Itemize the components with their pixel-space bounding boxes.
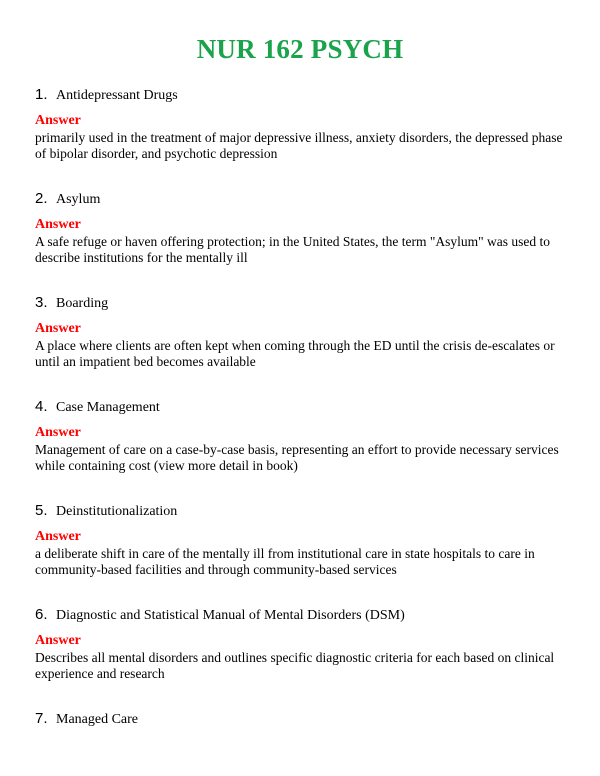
answer-text: Describes all mental disorders and outlines specific diagnostic criteria for each based on clinical experience and research bbox=[35, 650, 555, 681]
question-term bbox=[35, 86, 178, 104]
answer-text: A safe refuge or haven offering protection; in the United States, the term "Asylum" was used to describe institutions for the mentally ill bbox=[35, 234, 551, 265]
answer-text: primarily used in the treatment of major depressive illness, anxiety disorders, the depressed phase of bipolar disorder, and psychotic depression bbox=[35, 130, 563, 161]
question-number: 6. bbox=[35, 606, 48, 623]
question-term bbox=[35, 710, 138, 728]
question-number: 1. bbox=[35, 86, 48, 103]
question-number: 4. bbox=[35, 398, 48, 415]
answer-label: Answer bbox=[35, 321, 81, 336]
term-text: Case Management bbox=[56, 400, 160, 415]
answer-label: Answer bbox=[35, 529, 81, 544]
answer-text: Management of care on a case-by-case basis, representing an effort to provide necessary services while containing cost (view more detail in book) bbox=[35, 442, 559, 473]
term-text: Diagnostic and Statistical Manual of Mental Disorders (DSM) bbox=[56, 608, 405, 623]
question-number: 7. bbox=[35, 710, 48, 727]
answer-label: Answer bbox=[35, 217, 81, 232]
answer-label: Answer bbox=[35, 425, 81, 440]
answer-text: a deliberate shift in care of the mentally ill from institutional care in state hospitals to care in community-based facilities and through community-based services bbox=[35, 546, 535, 577]
answer-text: A place where clients are often kept when coming through the ED until the crisis de-escalates or until an impatient bed becomes available bbox=[35, 338, 555, 369]
question-number: 2. bbox=[35, 190, 48, 207]
term-text: Asylum bbox=[56, 192, 101, 207]
question-number: 3. bbox=[35, 294, 48, 311]
question-term bbox=[35, 190, 100, 208]
term-text: Managed Care bbox=[56, 712, 139, 727]
question-number: 5. bbox=[35, 502, 48, 519]
term-text: Antidepressant Drugs bbox=[56, 88, 178, 103]
question-term bbox=[35, 502, 177, 520]
question-term bbox=[35, 294, 108, 312]
term-text: Deinstitutionalization bbox=[56, 504, 178, 519]
answer-label: Answer bbox=[35, 113, 81, 128]
document-title: NUR 162 PSYCH bbox=[196, 34, 404, 64]
term-text: Boarding bbox=[56, 296, 109, 311]
question-term bbox=[35, 606, 405, 624]
answer-label: Answer bbox=[35, 633, 81, 648]
question-term bbox=[35, 398, 160, 416]
